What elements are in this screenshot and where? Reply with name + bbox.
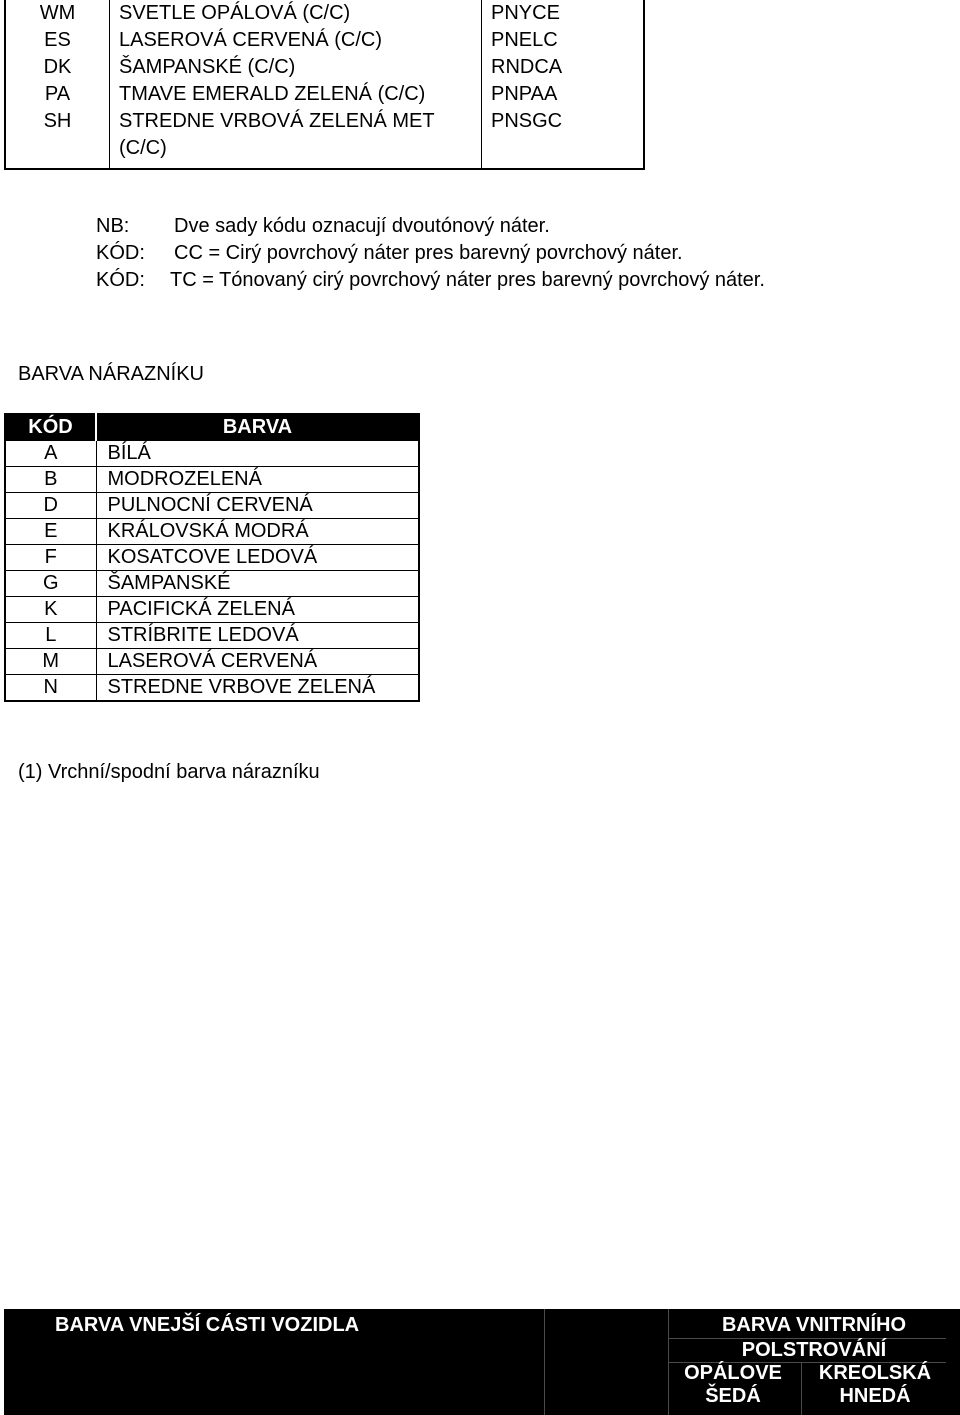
paint-part-number: PNELC [491, 29, 558, 51]
note-text: CC = Cirý povrchový náter pres barevný povrchový náter. [174, 242, 683, 264]
paint-row [5, 54, 644, 81]
note-text: Dve sady kódu oznacují dvoutónový náter. [174, 215, 550, 237]
option-heading-line: ŠEDÁ [705, 1385, 761, 1407]
paint-part-number: PNYCE [491, 2, 560, 24]
header-divider [801, 1362, 802, 1415]
bumper-color-name: PACIFICKÁ ZELENÁ [96, 597, 419, 623]
interior-heading-line: BARVA VNITRNÍHO [721, 1314, 907, 1336]
note-label: KÓD: [96, 269, 145, 291]
paint-code: SH [5, 108, 110, 169]
bumper-color-name: PULNOCNÍ CERVENÁ [96, 493, 419, 519]
note-label: KÓD: [96, 242, 145, 264]
paint-part-number: PNPAA [491, 83, 558, 105]
bumper-color-name: STREDNE VRBOVE ZELENÁ [96, 675, 419, 702]
bumper-row [5, 493, 419, 519]
interior-heading-line: POLSTROVÁNÍ [741, 1339, 887, 1361]
paint-part-number: PNSGC [491, 110, 563, 132]
bumper-color-name: KOSATCOVE LEDOVÁ [96, 545, 419, 571]
bumper-table-header [5, 413, 419, 441]
bumper-code: G [5, 571, 96, 597]
paint-code-table [4, 0, 645, 170]
paint-code-table-body [5, 0, 644, 169]
interior-option-heading [810, 1362, 940, 1408]
bumper-color-name: BÍLÁ [107, 442, 151, 464]
bumper-color-name: LASEROVÁ CERVENÁ [96, 649, 419, 675]
paint-name: SVETLE OPÁLOVÁ (C/C) [110, 0, 482, 27]
note-text: TC = Tónovaný cirý povrchový náter pres barevný povrchový náter. [170, 269, 765, 291]
bumper-row [5, 467, 419, 493]
bumper-row [5, 675, 419, 702]
bumper-color-name: KRÁLOVSKÁ MODRÁ [96, 519, 419, 545]
bumper-code: A [5, 441, 96, 467]
bumper-row [5, 597, 419, 623]
bumper-color-name: STRÍBRITE LEDOVÁ [96, 623, 419, 649]
paint-row [5, 27, 644, 54]
bumper-code: B [5, 467, 96, 493]
paint-row [5, 108, 644, 169]
paint-code: WM [5, 0, 110, 27]
bumper-code: E [5, 519, 96, 545]
bumper-row [5, 649, 419, 675]
paint-code: ES [5, 27, 110, 54]
header-divider [544, 1309, 545, 1415]
paint-code: PA [5, 81, 110, 108]
paint-code: DK [5, 54, 110, 81]
header-code: KÓD [5, 413, 96, 441]
vehicle-color-header [4, 1309, 960, 1415]
bumper-row [5, 519, 419, 545]
paint-name: STREDNE VRBOVÁ ZELENÁ MET (C/C) [110, 108, 482, 169]
note-label: NB: [96, 215, 130, 237]
bumper-code: D [5, 493, 96, 519]
bumper-code: K [5, 597, 96, 623]
bumper-row [5, 571, 419, 597]
bumper-color-name: MODROZELENÁ [96, 467, 419, 493]
bumper-row [5, 623, 419, 649]
paint-part-number: RNDCA [491, 56, 563, 78]
paint-name: ŠAMPANSKÉ (C/C) [110, 54, 482, 81]
bumper-color-name: ŠAMPANSKÉ [96, 571, 419, 597]
paint-row [5, 81, 644, 108]
option-heading-line: HNEDÁ [839, 1385, 911, 1407]
bumper-row [5, 545, 419, 571]
bumper-code: M [5, 649, 96, 675]
bumper-table-body [5, 441, 419, 701]
bumper-code: L [5, 623, 96, 649]
bumper-code: F [5, 545, 96, 571]
bumper-row [5, 441, 419, 467]
header-color: BARVA [96, 413, 419, 441]
bumper-code: N [5, 675, 96, 702]
bumper-color-table [4, 413, 420, 702]
paint-name: LASEROVÁ CERVENÁ (C/C) [110, 27, 482, 54]
bumper-section-title: BARVA NÁRAZNÍKU [18, 363, 204, 385]
option-heading-line: KREOLSKÁ [818, 1362, 932, 1384]
paint-name: TMAVE EMERALD ZELENÁ (C/C) [110, 81, 482, 108]
option-heading-line: OPÁLOVE [684, 1362, 782, 1384]
paint-row [5, 0, 644, 27]
interior-option-heading [668, 1362, 798, 1408]
bumper-footnote: (1) Vrchní/spodní barva nárazníku [18, 761, 320, 783]
interior-color-heading [668, 1313, 960, 1363]
exterior-color-heading: BARVA VNEJŠÍ CÁSTI VOZIDLA [55, 1314, 360, 1336]
